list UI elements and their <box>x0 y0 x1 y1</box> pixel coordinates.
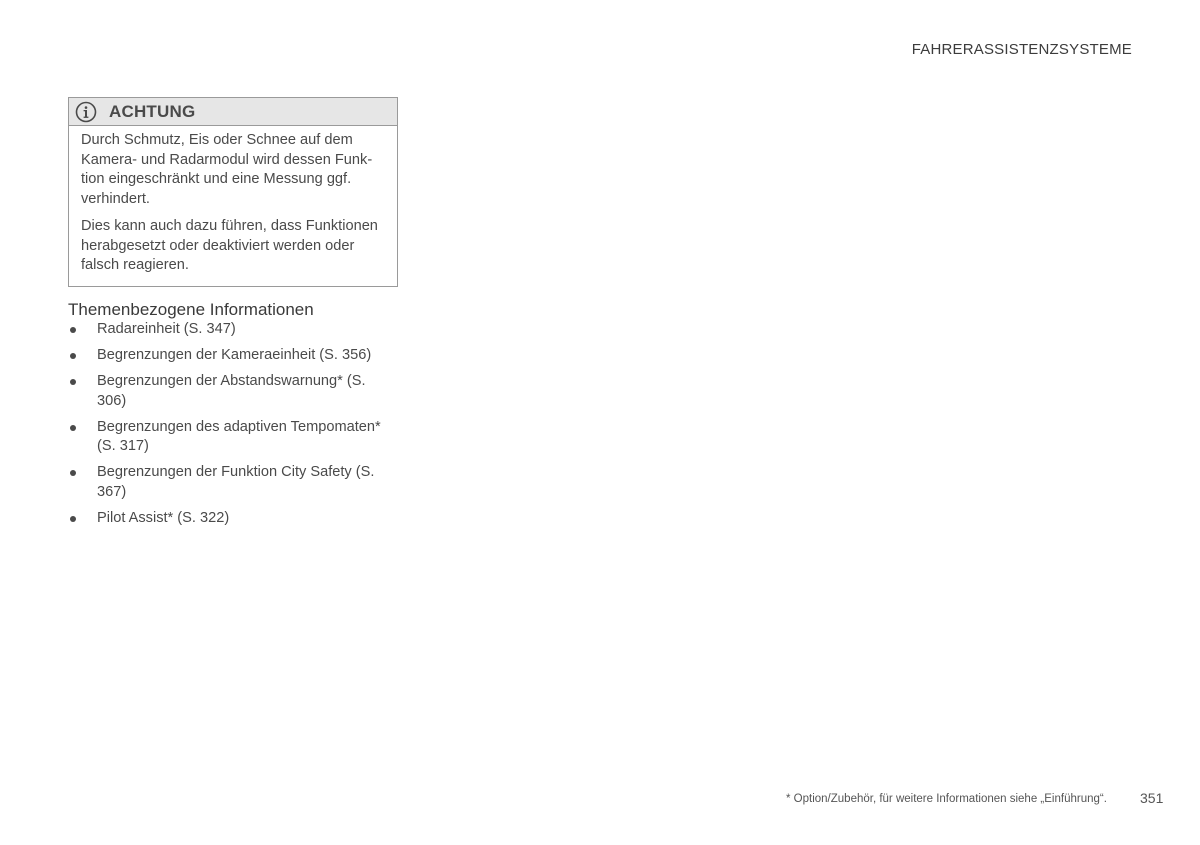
related-link-pilot-assist[interactable] <box>68 509 398 529</box>
caution-box <box>68 97 398 287</box>
bullet-icon <box>70 470 76 476</box>
caution-body <box>69 126 397 286</box>
caution-paragraph: Durch Schmutz, Eis oder Schnee auf dem Kamera- und Radarmodul wird dessen Funk-tion eingeschränkt und eine Messung ggf. verhindert. <box>81 132 373 207</box>
caution-title: ACHTUNG <box>109 101 196 121</box>
related-link-city-safety-limits[interactable] <box>68 463 398 502</box>
caution-header <box>69 98 397 126</box>
related-link-label: Begrenzungen der Kameraeinheit (S. 356) <box>97 347 372 363</box>
bullet-icon <box>70 327 76 333</box>
related-link-label: Pilot Assist* (S. 322) <box>97 509 230 526</box>
related-link-label: Begrenzungen der Abstandswarnung* (S. 306) <box>97 373 366 409</box>
bullet-icon <box>70 425 76 431</box>
related-info-heading: Themenbezogene Informationen <box>68 300 314 319</box>
related-link-label: Begrenzungen des adaptiven Tempomaten* (S. 317) <box>97 418 381 454</box>
info-circle-icon <box>75 101 97 123</box>
footnote: * Option/Zubehör, für weitere Informationen siehe „Einführung“. <box>786 793 1107 805</box>
related-link-radar-unit[interactable] <box>68 320 398 340</box>
bullet-icon <box>70 379 76 385</box>
related-link-label: Radareinheit (S. 347) <box>97 321 236 337</box>
section-header: FAHRERASSISTENZSYSTEME <box>911 41 1132 58</box>
caution-paragraph: Dies kann auch dazu führen, dass Funktionen herabgesetzt oder deaktiviert werden oder falsch reagieren. <box>81 218 378 273</box>
related-link-adaptive-cruise-limits[interactable] <box>68 418 398 457</box>
related-link-camera-limits[interactable] <box>68 346 398 366</box>
page-number: 351 <box>1140 790 1164 806</box>
bullet-icon <box>70 353 76 359</box>
related-link-label: Begrenzungen der Funktion City Safety (S. 367) <box>97 464 375 500</box>
related-link-distance-warning-limits[interactable] <box>68 372 398 411</box>
bullet-icon <box>70 516 76 522</box>
related-info-list <box>68 320 398 535</box>
